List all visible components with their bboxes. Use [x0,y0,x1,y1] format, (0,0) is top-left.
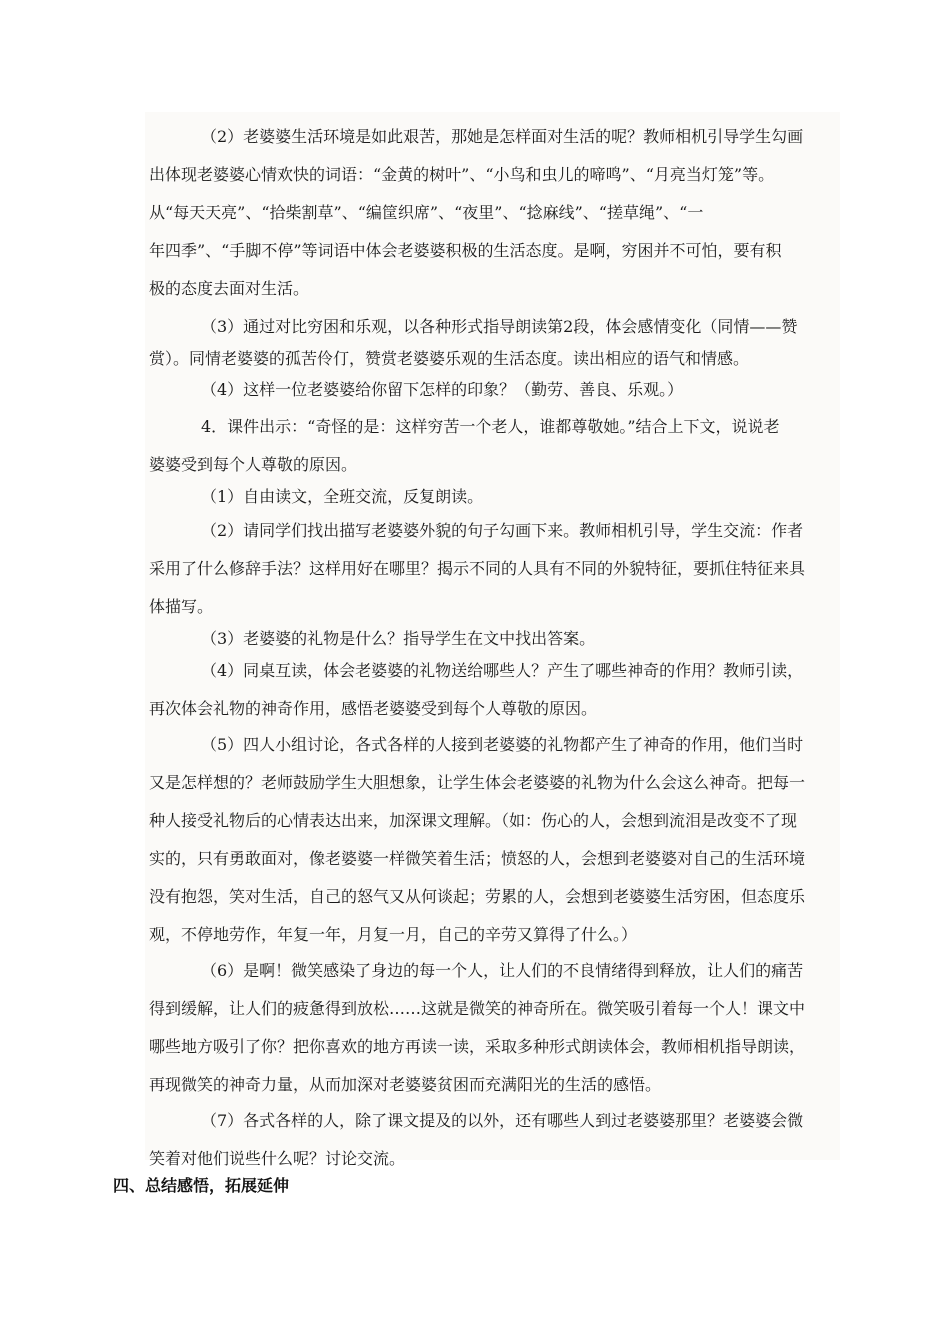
line-04: 年四季”、“手脚不停”等词语中体会老婆婆积极的生活态度。是啊，穷困并不可怕，要有积 [149,241,782,260]
line-13: 采用了什么修辞手法？这样用好在哪里？揭示不同的人具有不同的外貌特征，要抓住特征来具 [149,559,806,578]
line-26: 哪些地方吸引了你？把你喜欢的地方再读一读，采取多种形式朗读体会，教师相机指导朗读， [149,1037,806,1056]
line-16: （4）同桌互读，体会老婆婆的礼物送给哪些人？产生了哪些神奇的作用？教师引读， [201,661,804,680]
line-29: 笑着对他们说些什么呢？讨论交流。 [149,1149,406,1168]
line-20: 种人接受礼物后的心情表达出来，加深课文理解。（如：伤心的人，会想到流泪是改变不了现 [149,811,798,830]
line-21: 实的，只有勇敢面对，像老婆婆一样微笑着生活；愤怒的人，会想到老婆婆对自己的生活环境 [149,849,806,868]
line-22: 没有抱怨，笑对生活，自己的怒气又从何谈起；劳累的人，会想到老婆婆生活穷困，但态度乐 [149,887,806,906]
line-09: 4．课件出示：“奇怪的是：这样穷苦一个老人，谁都尊敬她。”结合上下文，说说老 [201,417,780,436]
line-19: 又是怎样想的？老师鼓励学生大胆想象，让学生体会老婆婆的礼物为什么会这么神奇。把每一 [149,773,806,792]
line-12: （2）请同学们找出描写老婆婆外貌的句子勾画下来。教师相机引导，学生交流：作者 [201,521,804,540]
line-10: 婆婆受到每个人尊敬的原因。 [149,455,358,474]
line-06: （3）通过对比穷困和乐观，以各种形式指导朗读第2段，体会感情变化（同情——赞 [201,317,798,336]
line-14: 体描写。 [149,597,214,616]
line-07: 赏）。同情老婆婆的孤苦伶仃，赞赏老婆婆乐观的生活态度。读出相应的语气和情感。 [149,349,750,368]
line-11: （1）自由读文，全班交流，反复朗读。 [201,487,484,506]
line-05: 极的态度去面对生活。 [149,279,310,298]
line-18: （5）四人小组讨论，各式各样的人接到老婆婆的礼物都产生了神奇的作用，他们当时 [201,735,804,754]
line-17: 再次体会礼物的神奇作用，感悟老婆婆受到每个人尊敬的原因。 [149,699,598,718]
line-24: （6）是啊！微笑感染了身边的每一个人，让人们的不良情绪得到释放，让人们的痛苦 [201,961,804,980]
section-heading: 四、总结感悟，拓展延伸 [113,1176,290,1195]
line-02: 出体现老婆婆心情欢快的词语：“金黄的树叶”、“小鸟和虫儿的啼鸣”、“月亮当灯笼”等。 [149,165,775,184]
line-25: 得到缓解，让人们的疲惫得到放松……这就是微笑的神奇所在。微笑吸引着每一个人！课文中 [149,999,806,1018]
line-08: （4）这样一位老婆婆给你留下怎样的印象？（勤劳、善良、乐观。） [201,380,684,399]
line-15: （3）老婆婆的礼物是什么？指导学生在文中找出答案。 [201,629,596,648]
line-28: （7）各式各样的人，除了课文提及的以外，还有哪些人到过老婆婆那里？老婆婆会微 [201,1111,804,1130]
line-27: 再现微笑的神奇力量，从而加深对老婆婆贫困而充满阳光的生活的感悟。 [149,1075,662,1094]
line-03: 从“每天天亮”、“拾柴割草”、“编筐织席”、“夜里”、“捻麻线”、“搓草绳”、“一 [149,203,704,222]
line-23: 观，不停地劳作，年复一年，月复一月，自己的辛劳又算得了什么。） [149,925,638,944]
line-01: （2）老婆婆生活环境是如此艰苦，那她是怎样面对生活的呢？教师相机引导学生勾画 [201,127,804,146]
